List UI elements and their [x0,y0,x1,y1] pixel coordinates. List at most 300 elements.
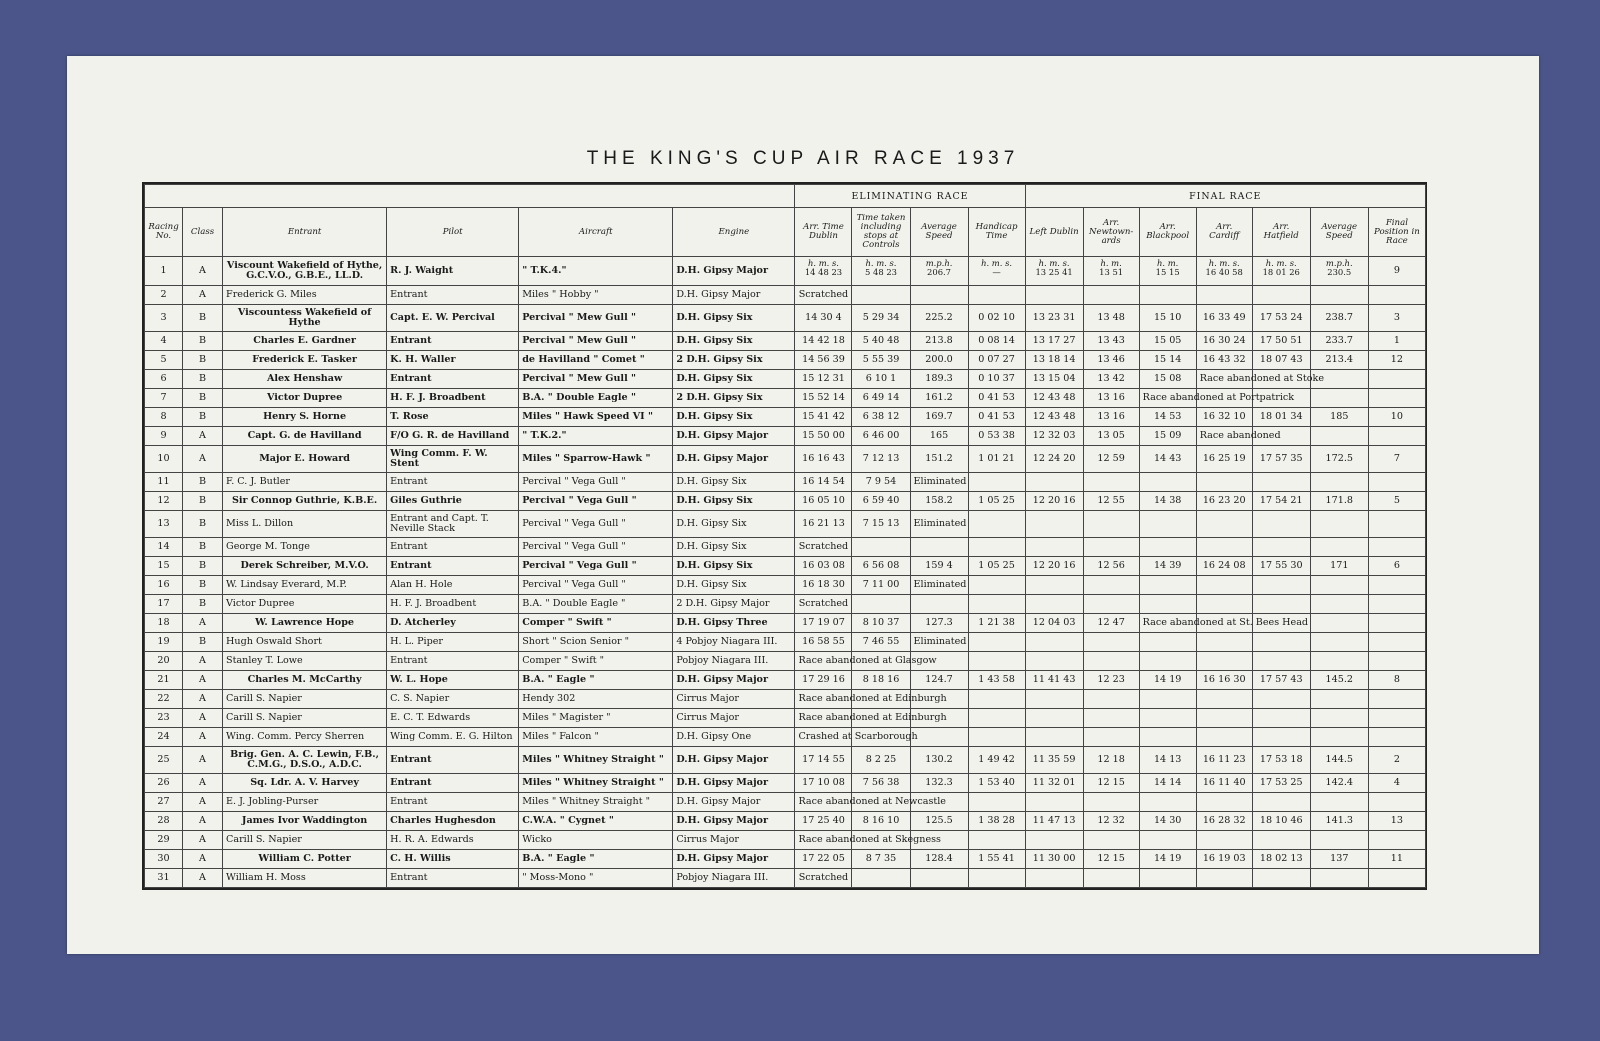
cell-value: 18 01 26 [1262,267,1300,277]
cell-time-value [1025,793,1083,812]
cell-time-value: 12 55 [1083,492,1139,511]
cell-value: — [992,267,1001,277]
cell-aircraft: Wicko [519,831,673,850]
cell-aircraft: Miles " Falcon " [519,728,673,747]
table-row [145,557,1426,576]
cell-no: 12 [145,492,183,511]
column-header: Average Speed [1310,208,1368,257]
cell-time-value [1025,709,1083,728]
cell-no: 28 [145,812,183,831]
cell-time-value: 7 56 38 [852,774,910,793]
cell-aircraft: B.A. " Double Eagle " [519,595,673,614]
table-row [145,257,1426,286]
cell-engine: D.H. Gipsy Six [673,576,795,595]
cell-time-value: 137 [1310,850,1368,869]
cell-entrant: Viscountess Wakefield of Hythe [223,305,387,332]
cell-aircraft: Comper " Swift " [519,652,673,671]
table-row [145,747,1426,774]
cell-value: 206.7 [927,267,952,277]
cell-entrant: William H. Moss [223,869,387,888]
cell-time-value: 14 56 39 [795,351,852,370]
cell-time-value: 1 01 21 [968,446,1025,473]
cell-entrant: W. Lindsay Everard, M.P. [223,576,387,595]
cell-time-value [1025,473,1083,492]
cell-time-value: 141.3 [1310,812,1368,831]
cell-final-position: 11 [1368,850,1425,869]
cell-engine: D.H. Gipsy One [673,728,795,747]
cell-aircraft: Short " Scion Senior " [519,633,673,652]
cell-engine: D.H. Gipsy Major [673,747,795,774]
cell-time-value: 16 58 55 [795,633,852,652]
race-note: Race abandoned at St. Bees Head [1142,617,1309,628]
cell-cls: B [183,633,223,652]
cell-time-value [1310,427,1368,446]
cell-time-value: 189.3 [910,370,968,389]
cell-cls: B [183,389,223,408]
cell-time-value: 16 43 32 [1196,351,1252,370]
cell-final-position [1368,595,1425,614]
cell-time-value [1252,286,1310,305]
column-header: Average Speed [910,208,968,257]
cell-cls: A [183,709,223,728]
cell-time-value: 12 18 [1083,747,1139,774]
table-row [145,774,1426,793]
cell-time-value: 185 [1310,408,1368,427]
cell-time-value [968,869,1025,888]
cell-aircraft: Percival " Mew Gull " [519,332,673,351]
cell-engine: D.H. Gipsy Six [673,473,795,492]
cell-time-value [1252,576,1310,595]
cell-cls: A [183,728,223,747]
cell-time-value: 18 02 13 [1252,850,1310,869]
cell-time-value [910,595,968,614]
column-header: Arr. Hatfield [1252,208,1310,257]
cell-pilot: Entrant [387,774,519,793]
cell-time-value: 17 53 25 [1252,774,1310,793]
cell-time-value: 6 59 40 [852,492,910,511]
cell-engine: D.H. Gipsy Six [673,492,795,511]
table-row [145,671,1426,690]
cell-time-value: 151.2 [910,446,968,473]
cell-time-value [1139,709,1196,728]
cell-entrant: E. J. Jobling-Purser [223,793,387,812]
cell-cls: A [183,774,223,793]
cell-time-value: 200.0 [910,351,968,370]
cell-time-value: 13 18 14 [1025,351,1083,370]
cell-time-value: Scratched [795,286,852,305]
cell-entrant: Major E. Howard [223,446,387,473]
cell-time-value: 16 16 30 [1196,671,1252,690]
results-table [144,184,1426,888]
column-header: Time taken including stops at Controls [852,208,910,257]
cell-time-value: 7 11 00 [852,576,910,595]
cell-time-value: 18 10 46 [1252,812,1310,831]
cell-time-value: Eliminated [910,473,968,492]
cell-no: 1 [145,257,183,286]
cell-time-value: 12 24 20 [1025,446,1083,473]
cell-time-value: 165 [910,427,968,446]
cell-entrant: Capt. G. de Havilland [223,427,387,446]
cell-pilot: T. Rose [387,408,519,427]
cell-time-value [795,690,947,709]
cell-time-value: 17 29 16 [795,671,852,690]
cell-time-value [852,286,910,305]
unit-label: h. m. s. [1265,258,1297,268]
cell-time-value [1310,389,1368,408]
cell-time-value [1310,286,1368,305]
table-row [145,595,1426,614]
cell-time-value: 5 29 34 [852,305,910,332]
cell-time-value [1083,576,1139,595]
cell-no: 15 [145,557,183,576]
cell-time-value: 6 56 08 [852,557,910,576]
cell-final-position: 3 [1368,305,1425,332]
cell-time-value: 15 10 [1139,305,1196,332]
cell-final-position [1368,614,1425,633]
cell-final-position [1368,370,1425,389]
cell-aircraft: Miles " Sparrow-Hawk " [519,446,673,473]
cell-time-value: 125.5 [910,812,968,831]
cell-time-value: 17 54 21 [1252,492,1310,511]
cell-pilot: Entrant [387,869,519,888]
cell-pilot: H. F. J. Broadbent [387,389,519,408]
race-note: Race abandoned at Skegness [798,834,941,845]
cell-time-value [1139,831,1196,850]
column-header: Class [183,208,223,257]
cell-value: 16 40 58 [1205,267,1243,277]
cell-time-value: 5 40 48 [852,332,910,351]
cell-aircraft: " T.K.2." [519,427,673,446]
cell-time-value [1310,257,1368,286]
cell-engine: D.H. Gipsy Six [673,511,795,538]
cell-time-value: 0 41 53 [968,389,1025,408]
cell-time-value: 7 15 13 [852,511,910,538]
cell-no: 29 [145,831,183,850]
table-row [145,538,1426,557]
cell-time-value: 7 12 13 [852,446,910,473]
cell-no: 17 [145,595,183,614]
cell-time-value [1196,595,1252,614]
results-table-wrapper [142,182,1427,890]
cell-pilot: Charles Hughesdon [387,812,519,831]
cell-cls: A [183,257,223,286]
cell-no: 5 [145,351,183,370]
cell-cls: A [183,690,223,709]
table-row [145,511,1426,538]
cell-time-value: 15 05 [1139,332,1196,351]
cell-final-position: 1 [1368,332,1425,351]
cell-time-value [1025,576,1083,595]
cell-final-position [1368,652,1425,671]
cell-time-value: 14 43 [1139,446,1196,473]
cell-time-value: 13 15 04 [1025,370,1083,389]
cell-no: 14 [145,538,183,557]
cell-time-value [968,793,1025,812]
cell-time-value: 1 49 42 [968,747,1025,774]
cell-no: 6 [145,370,183,389]
cell-time-value: 16 28 32 [1196,812,1252,831]
cell-time-value [1083,869,1139,888]
cell-time-value [1139,633,1196,652]
cell-cls: B [183,511,223,538]
cell-pilot: C. S. Napier [387,690,519,709]
cell-time-value [1139,538,1196,557]
column-header: Aircraft [519,208,673,257]
cell-cls: A [183,850,223,869]
cell-engine: Pobjoy Niagara III. [673,869,795,888]
cell-time-value: 12 43 48 [1025,408,1083,427]
cell-time-value [1252,793,1310,812]
page-title: THE KING'S CUP AIR RACE 1937 [586,148,1020,169]
cell-time-value [1139,690,1196,709]
cell-no: 13 [145,511,183,538]
cell-final-position: 6 [1368,557,1425,576]
cell-time-value: 12 20 16 [1025,492,1083,511]
cell-no: 26 [145,774,183,793]
cell-no: 30 [145,850,183,869]
cell-pilot: Entrant [387,332,519,351]
cell-time-value [1252,690,1310,709]
cell-time-value: 15 50 00 [795,427,852,446]
cell-time-value: 233.7 [1310,332,1368,351]
cell-time-value [1083,511,1139,538]
cell-time-value: 6 49 14 [852,389,910,408]
table-row [145,473,1426,492]
cell-time-value [1025,869,1083,888]
cell-time-value: 17 25 40 [795,812,852,831]
cell-cls: A [183,793,223,812]
cell-time-value [1025,831,1083,850]
cell-time-value [1310,614,1368,633]
cell-time-value [1139,869,1196,888]
cell-time-value [1196,869,1252,888]
cell-time-value [1310,538,1368,557]
cell-aircraft: Miles " Magister " [519,709,673,728]
unit-label: m.p.h. [925,258,953,268]
cell-cls: A [183,652,223,671]
group-header-row [145,185,1426,208]
cell-time-value [852,869,910,888]
cell-final-position [1368,427,1425,446]
cell-time-value [1083,831,1139,850]
cell-time-value: 15 14 [1139,351,1196,370]
cell-time-value: 144.5 [1310,747,1368,774]
cell-no: 7 [145,389,183,408]
cell-cls: B [183,305,223,332]
column-header: Final Position in Race [1368,208,1425,257]
cell-time-value: 1 55 41 [968,850,1025,869]
unit-label: h. m. s. [981,258,1013,268]
cell-aircraft: B.A. " Double Eagle " [519,389,673,408]
table-row [145,351,1426,370]
cell-time-value: 16 24 08 [1196,557,1252,576]
cell-time-value [1083,709,1139,728]
cell-pilot: Alan H. Hole [387,576,519,595]
cell-entrant: Carill S. Napier [223,831,387,850]
cell-time-value [1310,473,1368,492]
cell-engine: Pobjoy Niagara III. [673,652,795,671]
cell-time-value: 14 14 [1139,774,1196,793]
cell-pilot: Capt. E. W. Percival [387,305,519,332]
cell-pilot: Entrant [387,557,519,576]
cell-time-value [1196,831,1252,850]
cell-cls: B [183,473,223,492]
cell-time-value: 12 15 [1083,850,1139,869]
cell-entrant: James Ivor Waddington [223,812,387,831]
cell-time-value [795,728,918,747]
cell-cls: B [183,351,223,370]
cell-entrant: Viscount Wakefield of Hythe, G.C.V.O., G.B.E., LL.D. [223,257,387,286]
cell-cls: A [183,869,223,888]
cell-time-value [1252,709,1310,728]
cell-time-value: 14 42 18 [795,332,852,351]
cell-final-position [1368,473,1425,492]
cell-engine: Cirrus Major [673,690,795,709]
cell-aircraft: Percival " Vega Gull " [519,473,673,492]
cell-time-value: 12 56 [1083,557,1139,576]
cell-time-value: 213.8 [910,332,968,351]
cell-cls: A [183,427,223,446]
cell-time-value: 17 53 18 [1252,747,1310,774]
cell-time-value [1310,709,1368,728]
table-row [145,492,1426,511]
cell-time-value: 12 32 03 [1025,427,1083,446]
cell-time-value [968,728,1025,747]
cell-time-value: Eliminated [910,576,968,595]
cell-no: 4 [145,332,183,351]
cell-time-value: 14 30 4 [795,305,852,332]
cell-time-value: 8 10 37 [852,614,910,633]
cell-aircraft: Comper " Swift " [519,614,673,633]
unit-label: h. m. s. [1038,258,1070,268]
cell-time-value [1196,473,1252,492]
cell-engine: D.H. Gipsy Six [673,557,795,576]
cell-engine: D.H. Gipsy Three [673,614,795,633]
cell-time-value [1252,473,1310,492]
table-row [145,427,1426,446]
cell-time-value: 1 38 28 [968,812,1025,831]
cell-aircraft: " T.K.4." [519,257,673,286]
cell-engine: D.H. Gipsy Major [673,774,795,793]
cell-cls: A [183,446,223,473]
cell-cls: A [183,671,223,690]
cell-time-value: 13 16 [1083,408,1139,427]
cell-time-value: 5 55 39 [852,351,910,370]
cell-value: 13 25 41 [1035,267,1073,277]
cell-time-value [968,633,1025,652]
cell-time-value [852,257,910,286]
race-note: Crashed at Scarborough [798,731,918,742]
cell-time-value: 15 12 31 [795,370,852,389]
cell-time-value: 1 05 25 [968,557,1025,576]
cell-engine: 2 D.H. Gipsy Major [673,595,795,614]
cell-time-value: 15 41 42 [795,408,852,427]
table-row [145,850,1426,869]
cell-cls: B [183,595,223,614]
cell-no: 19 [145,633,183,652]
cell-time-value [910,257,968,286]
cell-time-value [1139,257,1196,286]
cell-aircraft: Miles " Whitney Straight " [519,747,673,774]
cell-time-value: 14 13 [1139,747,1196,774]
race-note: Race abandoned at Glasgow [798,655,937,666]
column-header: Left Dublin [1025,208,1083,257]
cell-time-value: Scratched [795,595,852,614]
cell-time-value: Scratched [795,869,852,888]
cell-time-value [1196,576,1252,595]
cell-time-value [1083,473,1139,492]
cell-engine: 4 Pobjoy Niagara III. [673,633,795,652]
table-row [145,633,1426,652]
column-header: Arr. Blackpool [1139,208,1196,257]
cell-time-value: 145.2 [1310,671,1368,690]
cell-time-value [1083,793,1139,812]
cell-time-value: 127.3 [910,614,968,633]
cell-time-value: 13 23 31 [1025,305,1083,332]
cell-time-value [1083,257,1139,286]
cell-time-value: 7 46 55 [852,633,910,652]
cell-time-value: 16 18 30 [795,576,852,595]
cell-time-value: 16 11 23 [1196,747,1252,774]
column-header: Arr. Time Dublin [795,208,852,257]
cell-aircraft: de Havilland " Comet " [519,351,673,370]
cell-entrant: Alex Henshaw [223,370,387,389]
cell-final-position [1368,576,1425,595]
cell-time-value: 128.4 [910,850,968,869]
cell-time-value [852,538,910,557]
cell-final-position [1368,690,1425,709]
cell-time-value: 159 4 [910,557,968,576]
cell-engine: D.H. Gipsy Major [673,812,795,831]
cell-time-value: 11 35 59 [1025,747,1083,774]
cell-time-value [1083,652,1139,671]
table-row [145,305,1426,332]
cell-time-value [1310,633,1368,652]
cell-time-value [1252,595,1310,614]
cell-entrant: Sq. Ldr. A. V. Harvey [223,774,387,793]
cell-final-position: 8 [1368,671,1425,690]
cell-no: 27 [145,793,183,812]
cell-time-value [1083,690,1139,709]
table-row [145,614,1426,633]
cell-engine: D.H. Gipsy Six [673,538,795,557]
cell-final-position [1368,633,1425,652]
cell-time-value: 13 42 [1083,370,1139,389]
race-note: Race abandoned [1199,430,1281,441]
cell-time-value [1025,595,1083,614]
cell-aircraft: Miles " Whitney Straight " [519,774,673,793]
cell-pilot: F/O G. R. de Havilland [387,427,519,446]
unit-label: h. m. s. [1208,258,1240,268]
cell-time-value [1252,652,1310,671]
cell-time-value [968,690,1025,709]
cell-entrant: F. C. J. Butler [223,473,387,492]
cell-time-value: 18 07 43 [1252,351,1310,370]
cell-final-position [1368,728,1425,747]
cell-time-value [795,709,947,728]
cell-time-value [968,286,1025,305]
cell-time-value: 1 21 38 [968,614,1025,633]
unit-label: h. m. [1100,258,1122,268]
cell-time-value: 12 04 03 [1025,614,1083,633]
cell-time-value [1083,538,1139,557]
cell-time-value [1196,257,1252,286]
cell-time-value [968,831,1025,850]
column-header: Engine [673,208,795,257]
cell-time-value [968,709,1025,728]
cell-entrant: Victor Dupree [223,595,387,614]
cell-time-value: 6 46 00 [852,427,910,446]
